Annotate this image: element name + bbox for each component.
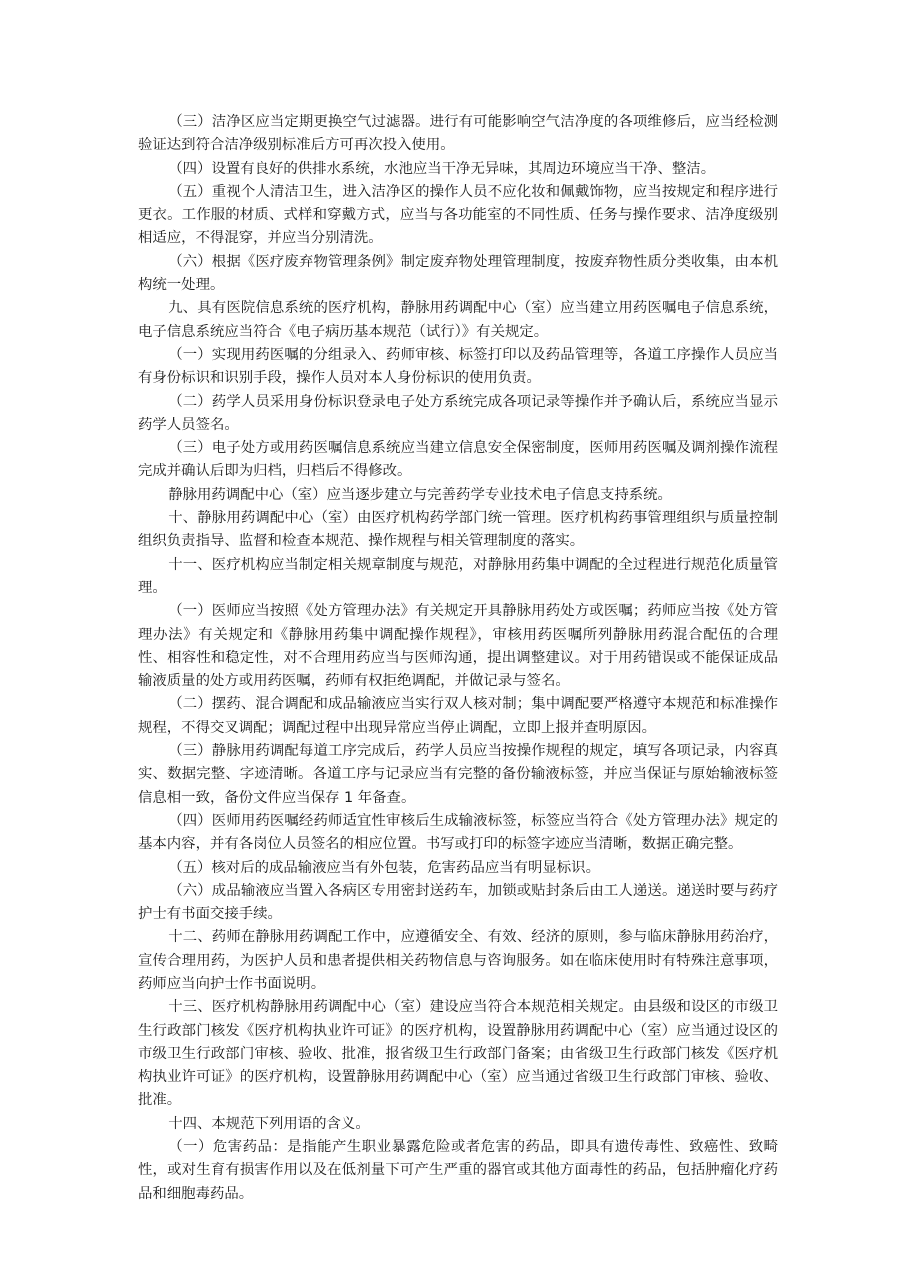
paragraph-11-3: （三）静脉用药调配每道工序完成后，药学人员应当按操作规程的规定，填写各项记录，内容真实、数据完整、字迹清晰。各道工序与记录应当有完整的备份输液标签，并应当保证与原始输液标签信息相一致，备份文件应当保存 1 年备查。 bbox=[138, 743, 778, 806]
paragraph-9-3: （三）电子处方或用药医嘱信息系统应当建立信息安全保密制度，医师用药医嘱及调剂操作流程完成并确认后即为归档，归档后不得修改。 bbox=[138, 440, 778, 480]
paragraph-11-6: （六）成品输液应当置入各病区专用密封送药车，加锁或贴封条后由工人递送。递送时要与药疗护士有书面交接手续。 bbox=[138, 882, 778, 923]
paragraph-clean-area-filter: （三）洁净区应当定期更换空气过滤器。进行有可能影响空气洁净度的各项维修后，应当经检测验证达到符合洁净级别标准后方可再次投入使用。 bbox=[138, 114, 778, 154]
paragraph-section-10: 十、静脉用药调配中心（室）由医疗机构药学部门统一管理。医疗机构药事管理组织与质量控制组织负责指导、监督和检查本规范、操作规程与相关管理制度的落实。 bbox=[138, 510, 778, 550]
paragraph-11-1: （一）医师应当按照《处方管理办法》有关规定开具静脉用药处方或医嘱；药师应当按《处方管理办法》有关规定和《静脉用药集中调配操作规程》，审核用药医嘱所列静脉用药混合配伍的合理性、相容性和稳定性，对不合理用药应当与医师沟通，提出调整建议。对于用药错误或不能保证成品输液质量的处方或用药医嘱，药师有权拒绝调配，并做记录与签名。 bbox=[138, 603, 778, 690]
paragraph-waste-management: （六）根据《医疗废弃物管理条例》制定废弃物处理管理制度，按废弃物性质分类收集，由本机构统一处理。 bbox=[138, 253, 778, 294]
document-body bbox=[138, 111, 778, 1206]
paragraph-9-2: （二）药学人员采用身份标识登录电子处方系统完成各项记录等操作并予确认后，系统应当显示药学人员签名。 bbox=[138, 393, 778, 433]
paragraph-section-13: 十三、医疗机构静脉用药调配中心（室）建设应当符合本规范相关规定。由县级和设区的市级卫生行政部门核发《医疗机构执业许可证》的医疗机构，设置静脉用药调配中心（室）应当通过设区的市级卫生行政部门审核、验收、批准，报省级卫生行政部门备案；由省级卫生行政部门核发《医疗机构执业许可证》的医疗机构，设置静脉用药调配中心（室）应当通过省级卫生行政部门审核、验收、批准。 bbox=[138, 999, 778, 1109]
paragraph-personal-hygiene: （五）重视个人清洁卫生，进入洁净区的操作人员不应化妆和佩戴饰物，应当按规定和程序进行更衣。工作服的材质、式样和穿戴方式，应当与各功能室的不同性质、任务与操作要求、洁净度级别相适应，不得混穿，并应当分别清洗。 bbox=[138, 183, 778, 247]
paragraph-11-2: （二）摆药、混合调配和成品输液应当实行双人核对制；集中调配要严格遵守本规范和标准操作规程，不得交叉调配；调配过程中出现异常应当停止调配，立即上报并查明原因。 bbox=[138, 696, 778, 736]
paragraph-section-14: 十四、本规范下列用语的含义。 bbox=[168, 1115, 370, 1132]
paragraph-9-1: （一）实现用药医嘱的分组录入、药师审核、标签打印以及药品管理等，各道工序操作人员应当有身份标识和识别手段，操作人员对本人身份标识的使用负责。 bbox=[138, 346, 778, 387]
paragraph-section-12: 十二、药师在静脉用药调配工作中，应遵循安全、有效、经济的原则，参与临床静脉用药治疗，宣传合理用药，为医护人员和患者提供相关药物信息与咨询服务。如在临床使用时有特殊注意事项，药师应当向护士作书面说明。 bbox=[138, 929, 778, 992]
paragraph-11-5: （五）核对后的成品输液应当有外包装，危害药品应当有明显标识。 bbox=[168, 859, 600, 876]
paragraph-water-system: （四）设置有良好的供排水系统，水池应当干净无异味，其周边环境应当干净、整洁。 bbox=[168, 160, 716, 177]
paragraph-section-11: 十一、医疗机构应当制定相关规章制度与规范，对静脉用药集中调配的全过程进行规范化质量管理。 bbox=[138, 556, 778, 596]
paragraph-section-9: 九、具有医院信息系统的医疗机构，静脉用药调配中心（室）应当建立用药医嘱电子信息系统，电子信息系统应当符合《电子病历基本规范（试行）》有关规定。 bbox=[138, 300, 778, 340]
paragraph-11-4: （四）医师用药医嘱经药师适宜性审核后生成输液标签，标签应当符合《处方管理办法》规定的基本内容，并有各岗位人员签名的相应位置。书写或打印的标签字迹应当清晰，数据正确完整。 bbox=[138, 812, 778, 853]
paragraph-9-support-system: 静脉用药调配中心（室）应当逐步建立与完善药学专业技术电子信息支持系统。 bbox=[168, 486, 672, 503]
paragraph-14-1: （一）危害药品：是指能产生职业暴露危险或者危害的药品，即具有遗传毒性、致癌性、致畸性，或对生育有损害作用以及在低剂量下可产生严重的器官或其他方面毒性的药品，包括肿瘤化疗药品和细胞毒药品。 bbox=[138, 1139, 778, 1202]
